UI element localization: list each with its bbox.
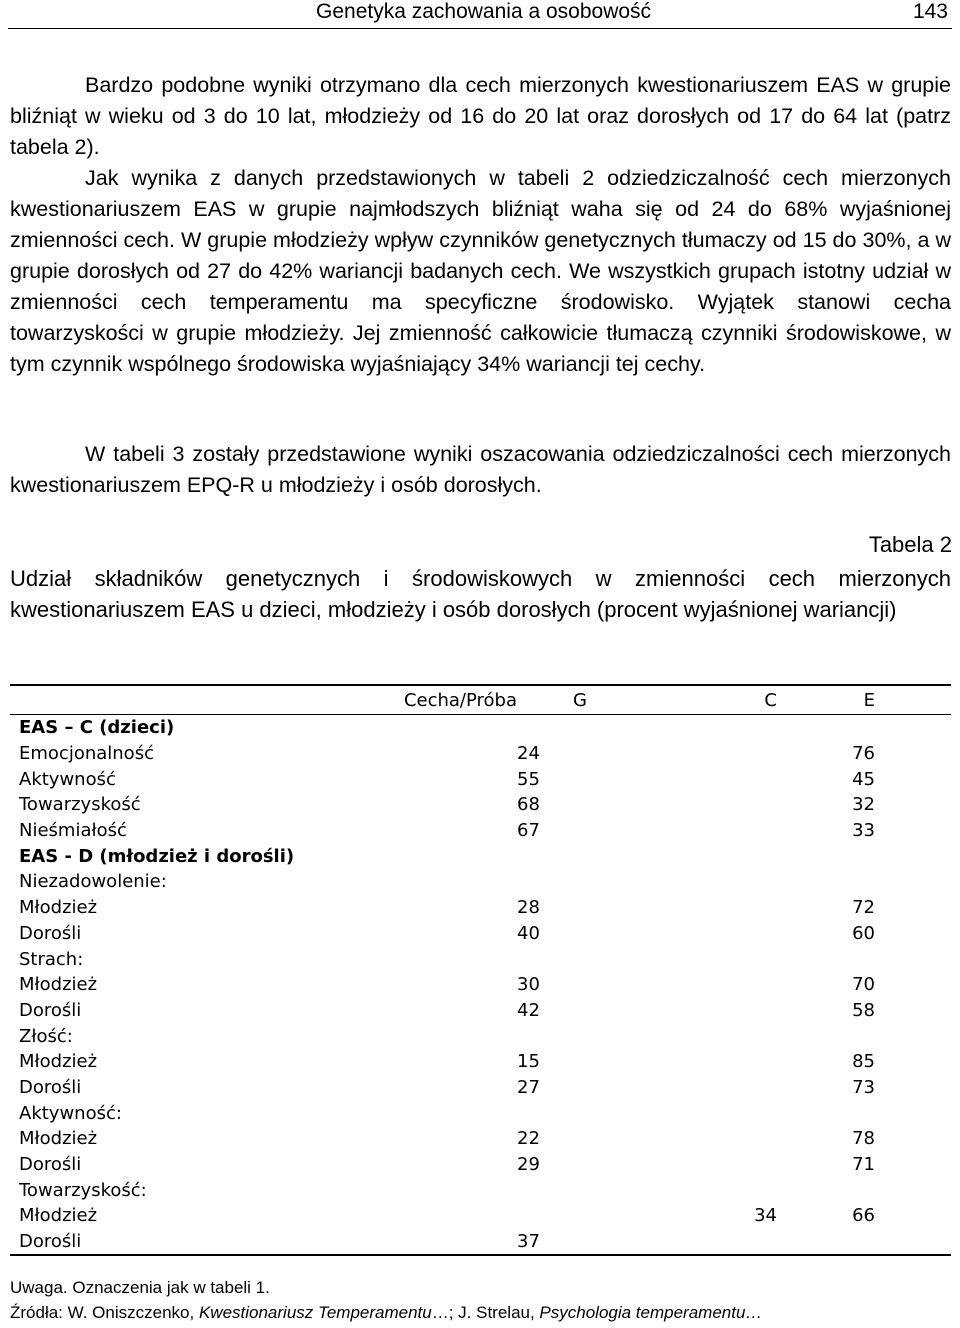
table-row — [10, 818, 951, 844]
value-c — [607, 1023, 777, 1049]
footnote-note: Uwaga. Oznaczenia jak w tabeli 1. — [10, 1278, 270, 1297]
row-label: Towarzyskość: — [19, 1179, 147, 1201]
header-cecha: Cecha/Próba — [403, 689, 517, 711]
table-row — [10, 1075, 951, 1101]
value-e: 45 — [852, 768, 875, 790]
row-label: Niezadowolenie: — [19, 871, 167, 893]
value-g: 67 — [517, 820, 540, 842]
value-g: 27 — [517, 1076, 540, 1098]
value-g — [517, 715, 607, 741]
value-c — [607, 741, 777, 767]
row-label: Dorośli — [19, 1231, 82, 1253]
row-label: EAS – C (dzieci) — [19, 717, 175, 739]
table-row — [10, 741, 951, 767]
row-label: Aktywność — [19, 768, 116, 790]
value-c — [607, 998, 777, 1024]
row-label: Towarzyskość — [19, 794, 141, 816]
row-label: Złość: — [19, 1025, 73, 1047]
page-number: 143 — [912, 0, 948, 23]
value-g — [517, 869, 607, 895]
value-g: 22 — [517, 1128, 540, 1150]
value-e: 76 — [852, 743, 875, 765]
value-c — [607, 972, 777, 998]
value-e — [777, 843, 951, 869]
value-c — [607, 1126, 777, 1152]
value-e — [777, 1229, 951, 1256]
source-prefix: Źródła: W. Oniszczenko, — [10, 1303, 199, 1322]
row-label: Emocjonalność — [19, 743, 154, 765]
table-row — [10, 792, 951, 818]
value-g: 29 — [517, 1154, 540, 1176]
value-e: 33 — [852, 820, 875, 842]
value-c — [607, 766, 777, 792]
paragraph-1: Bardzo podobne wyniki otrzymano dla cech mierzonych kwestionariuszem EAS w grupie bliźniąt w wieku od 3 do 10 lat, młodzieży od 16 do 20 lat oraz dorosłych od 17 do 64 lat (patrz tabela 2). — [10, 73, 951, 159]
footnote-source — [10, 1303, 762, 1323]
value-g: 15 — [517, 1051, 540, 1073]
value-g — [517, 1100, 607, 1126]
value-e: 71 — [852, 1154, 875, 1176]
value-c — [607, 715, 777, 741]
table-row — [10, 895, 951, 921]
row-label: Młodzież — [19, 1051, 98, 1073]
value-c — [607, 946, 777, 972]
row-label: Dorośli — [19, 999, 82, 1021]
value-c — [607, 818, 777, 844]
value-c — [607, 869, 777, 895]
value-g — [517, 843, 607, 869]
table-label: Tabela 2 — [868, 532, 952, 557]
value-g: 55 — [517, 768, 540, 790]
source-title-1: Kwestionariusz Temperamentu — [198, 1303, 432, 1322]
value-e: 73 — [852, 1076, 875, 1098]
row-label: Młodzież — [19, 1128, 98, 1150]
row-label: Dorośli — [19, 1076, 82, 1098]
value-g — [517, 1203, 607, 1229]
value-e: 78 — [852, 1128, 875, 1150]
table-row — [10, 1152, 951, 1178]
value-g: 30 — [517, 974, 540, 996]
value-g: 28 — [517, 897, 540, 919]
running-title: Genetyka zachowania a osobowość — [316, 0, 652, 23]
row-label: Dorośli — [19, 922, 82, 944]
value-c — [607, 792, 777, 818]
value-g: 40 — [517, 922, 540, 944]
table-row — [10, 1229, 951, 1256]
row-label: Aktywność: — [19, 1102, 122, 1124]
page-header — [8, 0, 952, 29]
table-header-row — [10, 685, 951, 715]
value-c — [607, 1100, 777, 1126]
table-row — [10, 1023, 951, 1049]
paragraph-3: W tabeli 3 zostały przedstawione wyniki oszacowania odziedziczalności cech mierzonych kwestionariuszem EPQ-R u młodzieży i osób dorosłych. — [10, 442, 951, 497]
header-e: E — [863, 689, 875, 711]
value-g: 68 — [517, 794, 540, 816]
header-c: C — [764, 689, 777, 711]
value-e — [777, 715, 951, 741]
value-g: 42 — [517, 999, 540, 1021]
value-e: 58 — [852, 999, 875, 1021]
value-g: 37 — [517, 1231, 540, 1253]
table-body — [10, 715, 951, 1256]
value-e: 32 — [852, 794, 875, 816]
table-caption: Udział składników genetycznych i środowiskowych w zmienności cech mierzonych kwestionariuszem EAS u dzieci, młodzieży i osób dorosłych (procent wyjaśnionej wariancji) — [10, 566, 951, 622]
value-g — [517, 1023, 607, 1049]
table-row — [10, 998, 951, 1024]
value-c — [607, 1075, 777, 1101]
row-label: Nieśmiałość — [19, 820, 127, 842]
table-row — [10, 843, 951, 869]
row-label: Młodzież — [19, 974, 98, 996]
value-e: 66 — [852, 1205, 875, 1227]
value-e: 85 — [852, 1051, 875, 1073]
row-label: Strach: — [19, 948, 84, 970]
value-g: 24 — [517, 743, 540, 765]
row-label: Młodzież — [19, 897, 98, 919]
row-label: Młodzież — [19, 1205, 98, 1227]
table-row — [10, 1100, 951, 1126]
paragraph-2: Jak wynika z danych przedstawionych w tabeli 2 odziedziczalność cech mierzonych kwestionariuszem EAS w grupie najmłodszych bliźniąt waha się od 24 do 68% wyjaśnionej zmienności cech. W grupie młodzieży wpływ czynników genetycznych tłumaczy od 15 do 30%, a w grupie dorosłych od 27 do 42% wariancji badanych cech. We wszystkich grupach istotny udział w zmienności cech temperamentu ma specyficzne środowisko. Wyjątek stanowi cecha towarzyskości w grupie młodzieży. Jej zmienność całkowicie tłumaczą czynniki środowiskowe, w tym czynnik wspólnego środowiska wyjaśniający 34% wariancji tej cechy. — [10, 166, 951, 376]
value-g — [517, 946, 607, 972]
row-label: EAS - D (młodzież i dorośli) — [19, 845, 295, 867]
table-row — [10, 1126, 951, 1152]
table-row — [10, 715, 951, 741]
value-e — [777, 946, 951, 972]
value-e — [777, 1100, 951, 1126]
value-c — [607, 1049, 777, 1075]
value-c — [607, 921, 777, 947]
table-row — [10, 921, 951, 947]
table-row — [10, 869, 951, 895]
table-row — [10, 766, 951, 792]
value-e — [777, 1023, 951, 1049]
value-g — [517, 1177, 607, 1203]
data-table — [10, 684, 951, 1256]
table-row — [10, 1177, 951, 1203]
row-label: Dorośli — [19, 1154, 82, 1176]
header-g-label: G — [573, 689, 587, 711]
value-e — [777, 1177, 951, 1203]
value-c — [607, 895, 777, 921]
source-mid: …; J. Strelau, — [431, 1303, 540, 1322]
header-g — [517, 685, 607, 715]
value-e: 70 — [852, 974, 875, 996]
table-row — [10, 972, 951, 998]
value-c — [607, 1177, 777, 1203]
table-row — [10, 946, 951, 972]
value-e — [777, 869, 951, 895]
table-row — [10, 1203, 951, 1229]
source-title-2: Psychologia temperamentu… — [539, 1303, 763, 1322]
table-row — [10, 1049, 951, 1075]
value-c — [607, 843, 777, 869]
value-c — [607, 1229, 777, 1256]
value-c — [607, 1152, 777, 1178]
value-e: 60 — [852, 922, 875, 944]
value-e: 72 — [852, 897, 875, 919]
value-c: 34 — [754, 1205, 777, 1227]
